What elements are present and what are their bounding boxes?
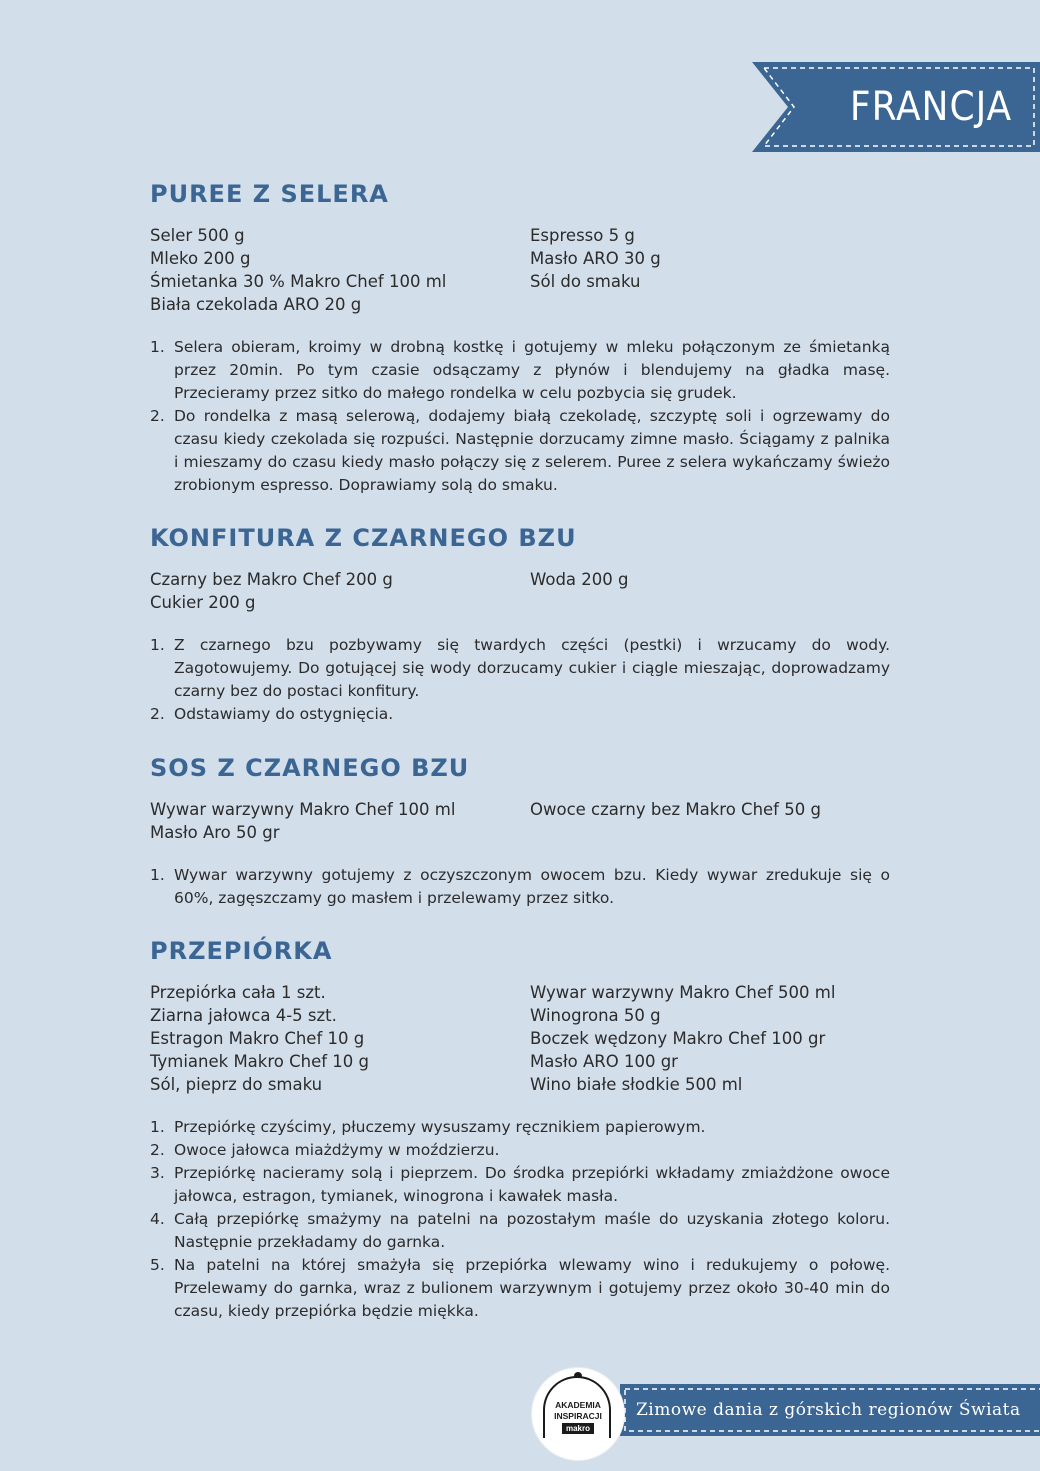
steps-list bbox=[150, 336, 890, 497]
ingredient-item: Sól do smaku bbox=[530, 272, 641, 291]
ingredient-item: Sól, pieprz do smaku bbox=[150, 1075, 323, 1094]
country-banner bbox=[752, 62, 1040, 152]
step-number: 2. bbox=[150, 705, 165, 723]
recipe-section-sos bbox=[150, 754, 890, 910]
step-number: 2. bbox=[150, 407, 165, 425]
step-number: 1. bbox=[150, 636, 165, 654]
ingredients-column-right bbox=[530, 798, 821, 844]
ingredient-item: Woda 200 g bbox=[530, 570, 629, 589]
ingredient-item: Masło Aro 50 gr bbox=[150, 823, 280, 842]
section-title: KONFITURA Z CZARNEGO BZU bbox=[150, 524, 577, 552]
ingredient-item: Winogrona 50 g bbox=[530, 1006, 661, 1025]
step-text: Na patelni na której smażyła się przepiórka wlewamy wino i redukujemy o połowę. Przelewamy do garnka, wraz z bulionem warzywnym i gotujemy przez około 30-40 min do czasu, kiedy przepiórka będzie miękka. bbox=[174, 1256, 890, 1320]
ingredient-item: Przepiórka cała 1 szt. bbox=[150, 983, 326, 1002]
step-number: 1. bbox=[150, 338, 165, 356]
step-text: Całą przepiórkę smażymy na patelni na pozostałym maśle do uzyskania złotego koloru. Następnie przekładamy do garnka. bbox=[174, 1210, 890, 1251]
ingredient-item: Wywar warzywny Makro Chef 100 ml bbox=[150, 800, 456, 819]
step-item bbox=[150, 1208, 890, 1254]
ingredient-item: Estragon Makro Chef 10 g bbox=[150, 1029, 365, 1048]
ingredients-column-left bbox=[150, 798, 530, 844]
step-item bbox=[150, 1254, 890, 1323]
step-item bbox=[150, 1139, 890, 1162]
step-number: 2. bbox=[150, 1141, 165, 1159]
step-number: 1. bbox=[150, 1118, 165, 1136]
ingredient-item: Czarny bez Makro Chef 200 g bbox=[150, 570, 393, 589]
ingredient-item: Masło ARO 100 gr bbox=[530, 1052, 678, 1071]
footer-band bbox=[620, 1384, 1040, 1436]
step-item bbox=[150, 864, 890, 910]
step-text: Do rondelka z masą selerową, dodajemy białą czekoladę, szczyptę soli i ogrzewamy do czasu kiedy czekolada się rozpuści. Następnie dorzucamy zimne masło. Ściągamy z palnika i mieszamy do czasu kiedy masło połączy się z selerem. Puree z selera wykańczamy świeżo zrobionym espresso. Doprawiamy solą do smaku. bbox=[174, 407, 890, 494]
ingredient-item: Wino białe słodkie 500 ml bbox=[530, 1075, 743, 1094]
step-number: 3. bbox=[150, 1164, 165, 1182]
ingredient-item: Wywar warzywny Makro Chef 500 ml bbox=[530, 983, 836, 1002]
ingredients-list bbox=[150, 798, 890, 844]
recipe-section-konfitura bbox=[150, 524, 890, 726]
ingredients-list bbox=[150, 568, 890, 614]
ingredient-item: Śmietanka 30 % Makro Chef 100 ml bbox=[150, 272, 447, 291]
footer-title: Zimowe dania z górskich regionów Świata bbox=[636, 1400, 1021, 1420]
step-text: Odstawiamy do ostygnięcia. bbox=[174, 705, 394, 723]
ingredients-column-right bbox=[530, 568, 628, 614]
ingredient-item: Boczek wędzony Makro Chef 100 gr bbox=[530, 1029, 826, 1048]
step-item bbox=[150, 336, 890, 405]
ingredient-item: Mleko 200 g bbox=[150, 249, 251, 268]
ingredient-item: Tymianek Makro Chef 10 g bbox=[150, 1052, 370, 1071]
step-text: Owoce jałowca miażdżymy w moździerzu. bbox=[174, 1141, 500, 1159]
banner-label: FRANCJA bbox=[849, 84, 1013, 130]
logo-line-1: AKADEMIA bbox=[555, 1400, 601, 1410]
akademia-inspiracji-logo bbox=[532, 1368, 624, 1460]
ingredient-item: Espresso 5 g bbox=[530, 226, 635, 245]
step-text: Przepiórkę nacieramy solą i pieprzem. Do środka przepiórki wkładamy zmiażdżone owoce jałowca, estragon, tymianek, winogrona i kawałek masła. bbox=[174, 1164, 890, 1205]
section-title: SOS Z CZARNEGO BZU bbox=[150, 754, 470, 782]
step-number: 5. bbox=[150, 1256, 165, 1274]
step-text: Wywar warzywny gotujemy z oczyszczonym owocem bzu. Kiedy wywar zredukuje się o 60%, zagęszczamy go masłem i przelewamy przez sitko. bbox=[174, 866, 890, 907]
ingredients-column-left bbox=[150, 568, 530, 614]
ingredients-column-left bbox=[150, 981, 530, 1096]
ingredient-item: Biała czekolada ARO 20 g bbox=[150, 295, 362, 314]
section-title: PUREE Z SELERA bbox=[150, 180, 389, 208]
recipe-section-przepiorka bbox=[150, 937, 890, 1323]
steps-list bbox=[150, 864, 890, 910]
ingredient-item: Owoce czarny bez Makro Chef 50 g bbox=[530, 800, 821, 819]
steps-list bbox=[150, 1116, 890, 1323]
logo-line-2: INSPIRACJI bbox=[554, 1411, 602, 1421]
ingredients-column-left bbox=[150, 224, 530, 316]
step-text: Przepiórkę czyścimy, płuczemy wysuszamy ręcznikiem papierowym. bbox=[174, 1118, 706, 1136]
step-text: Selera obieram, kroimy w drobną kostkę i gotujemy w mleku połączonym ze śmietanką przez 20min. Po tym czasie odsączamy z płynów i blendujemy na gładka masę. Przecieramy przez sitko do małego rondelka w celu pozbycia się grudek. bbox=[174, 338, 890, 402]
step-item bbox=[150, 1162, 890, 1208]
logo-brand: makro bbox=[562, 1423, 594, 1434]
section-title: PRZEPIÓRKA bbox=[150, 937, 333, 965]
ingredient-item: Seler 500 g bbox=[150, 226, 245, 245]
ingredients-column-right bbox=[530, 981, 835, 1096]
ingredient-item: Ziarna jałowca 4-5 szt. bbox=[150, 1006, 337, 1025]
step-text: Z czarnego bzu pozbywamy się twardych części (pestki) i wrzucamy do wody. Zagotowujemy. Do gotującej się wody dorzucamy cukier i ciągle mieszając, doprowadzamy czarny bez do postaci konfitury. bbox=[174, 636, 890, 700]
step-number: 4. bbox=[150, 1210, 165, 1228]
ingredients-list bbox=[150, 224, 890, 316]
step-item bbox=[150, 1116, 890, 1139]
ingredients-column-right bbox=[530, 224, 661, 316]
ingredient-item: Masło ARO 30 g bbox=[530, 249, 661, 268]
steps-list bbox=[150, 634, 890, 726]
step-number: 1. bbox=[150, 866, 165, 884]
ingredients-list bbox=[150, 981, 890, 1096]
step-item bbox=[150, 634, 890, 703]
recipe-section-puree bbox=[150, 180, 890, 497]
step-item bbox=[150, 703, 890, 726]
ingredient-item: Cukier 200 g bbox=[150, 593, 256, 612]
step-item bbox=[150, 405, 890, 497]
